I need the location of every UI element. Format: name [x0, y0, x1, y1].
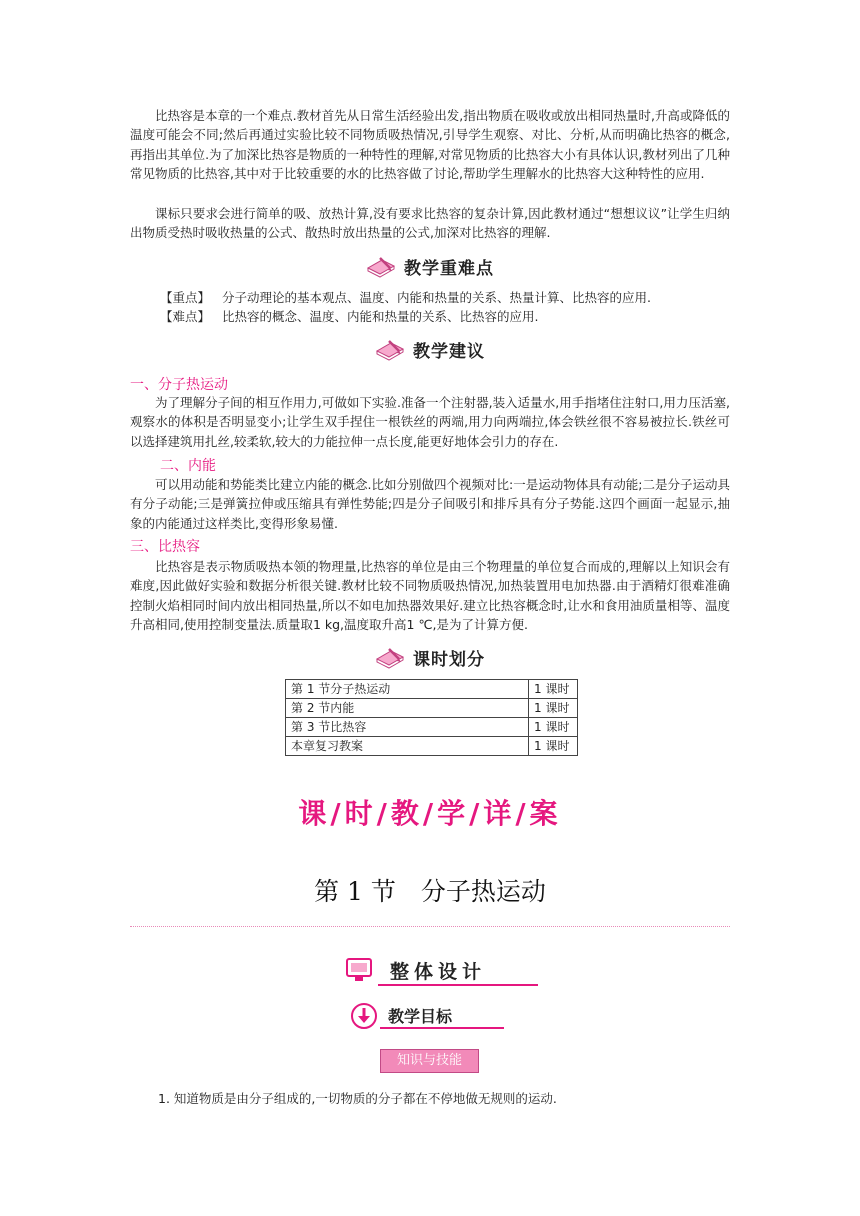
schedule-heading: [0, 643, 860, 671]
suggestion-2-title: 二、内能: [160, 458, 216, 474]
table-row: [286, 737, 578, 756]
suggestion-3-text: 比热容是表示物质吸热本领的物理量,比热容的单位是由三个物理量的单位复合而成的,理解以上知识会有难度,因此做好实验和数据分析很关键.教材比较不同物质吸热情况,加热装置用电加热器.由于酒精灯很难准确控制火焰相同时间内放出相同热量,所以不如电加热器效果好.建立比热容概念时,让水和食用油质量相等、温度升高相同,使用控制变量法.质量取1 kg,温度取升高1 ℃,是为了计算方便.: [130, 559, 730, 633]
suggestion-1-text: 为了理解分子间的相互作用力,可做如下实验.准备一个注射器,装入适量水,用手指堵住注射口,用力压活塞,观察水的体积是否明显变小;让学生双手捏住一根铁丝的两端,用力向两端拉,体会铁丝很不容易被拉长.铁丝可以选择建筑用扎丝,较柔软,较大的力能拉伸一点长度,能更好地体会引力的存在.: [130, 395, 730, 449]
goal-item-1: 1. 知道物质是由分子组成的,一切物质的分子都在不停地做无规则的运动.: [158, 1091, 557, 1106]
difficulty-row: [160, 307, 538, 326]
overall-design-text: 整体设计: [390, 961, 487, 983]
teaching-goal-text: 教学目标: [388, 1007, 453, 1026]
suggestion-1-title: 一、分子热运动: [130, 377, 228, 393]
suggestions-heading: [0, 335, 860, 363]
difficulty-tag: 【难点】: [160, 309, 211, 324]
section-title: 第 1 节 分子热运动: [314, 877, 546, 906]
teaching-goal-banner: [350, 1002, 505, 1032]
suggestion-3-title: 三、比热容: [130, 539, 200, 555]
book-pen-icon: [375, 337, 405, 361]
table-row: [286, 718, 578, 737]
lesson-hours: 1 课时: [529, 699, 578, 718]
table-row: [286, 680, 578, 699]
down-arrow-icon: [350, 1002, 378, 1030]
lesson-hours: 1 课时: [529, 737, 578, 756]
overall-design-banner: [342, 955, 537, 987]
book-pen-icon: [375, 645, 405, 669]
monitor-icon: [346, 958, 372, 982]
focus-tag: 【重点】: [160, 290, 211, 305]
key-points-heading: [0, 252, 860, 280]
lesson-name: 第 2 节内能: [286, 699, 529, 718]
divider: [130, 926, 730, 927]
intro-paragraph-2: 课标只要求会进行简单的吸、放热计算,没有要求比热容的复杂计算,因此教材通过“想想议议”让学生归纳出物质受热时吸收热量的公式、散热时放出热量的公式,加深对比热容的理解.: [130, 206, 730, 241]
underline: [380, 1027, 504, 1029]
schedule-heading-text: 课时划分: [413, 649, 485, 670]
underline: [378, 984, 538, 986]
lesson-hours: 1 课时: [529, 718, 578, 737]
difficulty-text: 比热容的概念、温度、内能和热量的关系、比热容的应用.: [221, 309, 539, 324]
focus-text: 分子动理论的基本观点、温度、内能和热量的关系、热量计算、比热容的应用.: [221, 290, 651, 305]
lesson-hours: 1 课时: [529, 680, 578, 699]
lesson-name: 第 3 节比热容: [286, 718, 529, 737]
schedule-table: [285, 679, 578, 756]
table-row: [286, 699, 578, 718]
lesson-name: 本章复习教案: [286, 737, 529, 756]
lesson-name: 第 1 节分子热运动: [286, 680, 529, 699]
skill-badge: 知识与技能: [380, 1049, 479, 1073]
suggestion-2-text: 可以用动能和势能类比建立内能的概念.比如分别做四个视频对比:一是运动物体具有动能;二是分子运动具有分子动能;三是弹簧拉伸或压缩具有弹性势能;四是分子间吸引和排斥具有分子势能.这四个画面一起显示,抽象的内能通过这样类比,变得形象易懂.: [130, 477, 730, 531]
book-pen-icon: [366, 254, 396, 278]
focus-row: [160, 288, 651, 307]
intro-paragraph-1: 比热容是本章的一个难点.教材首先从日常生活经验出发,指出物质在吸收或放出相同热量时,升高或降低的温度可能会不同;然后再通过实验比较不同物质吸热情况,引导学生观察、对比、分析,从而明确比热容的概念,再指出其单位.为了加深比热容是物质的一种特性的理解,对常见物质的比热容大小有具体认识,教材列出了几种常见物质的比热容,其中对于比较重要的水的比热容做了讨论,帮助学生理解水的比热容大这种特性的应用.: [130, 108, 730, 182]
detail-title: 课/时/教/学/详/案: [298, 797, 562, 830]
suggestions-heading-text: 教学建议: [413, 341, 485, 362]
key-points-heading-text: 教学重难点: [404, 258, 494, 279]
